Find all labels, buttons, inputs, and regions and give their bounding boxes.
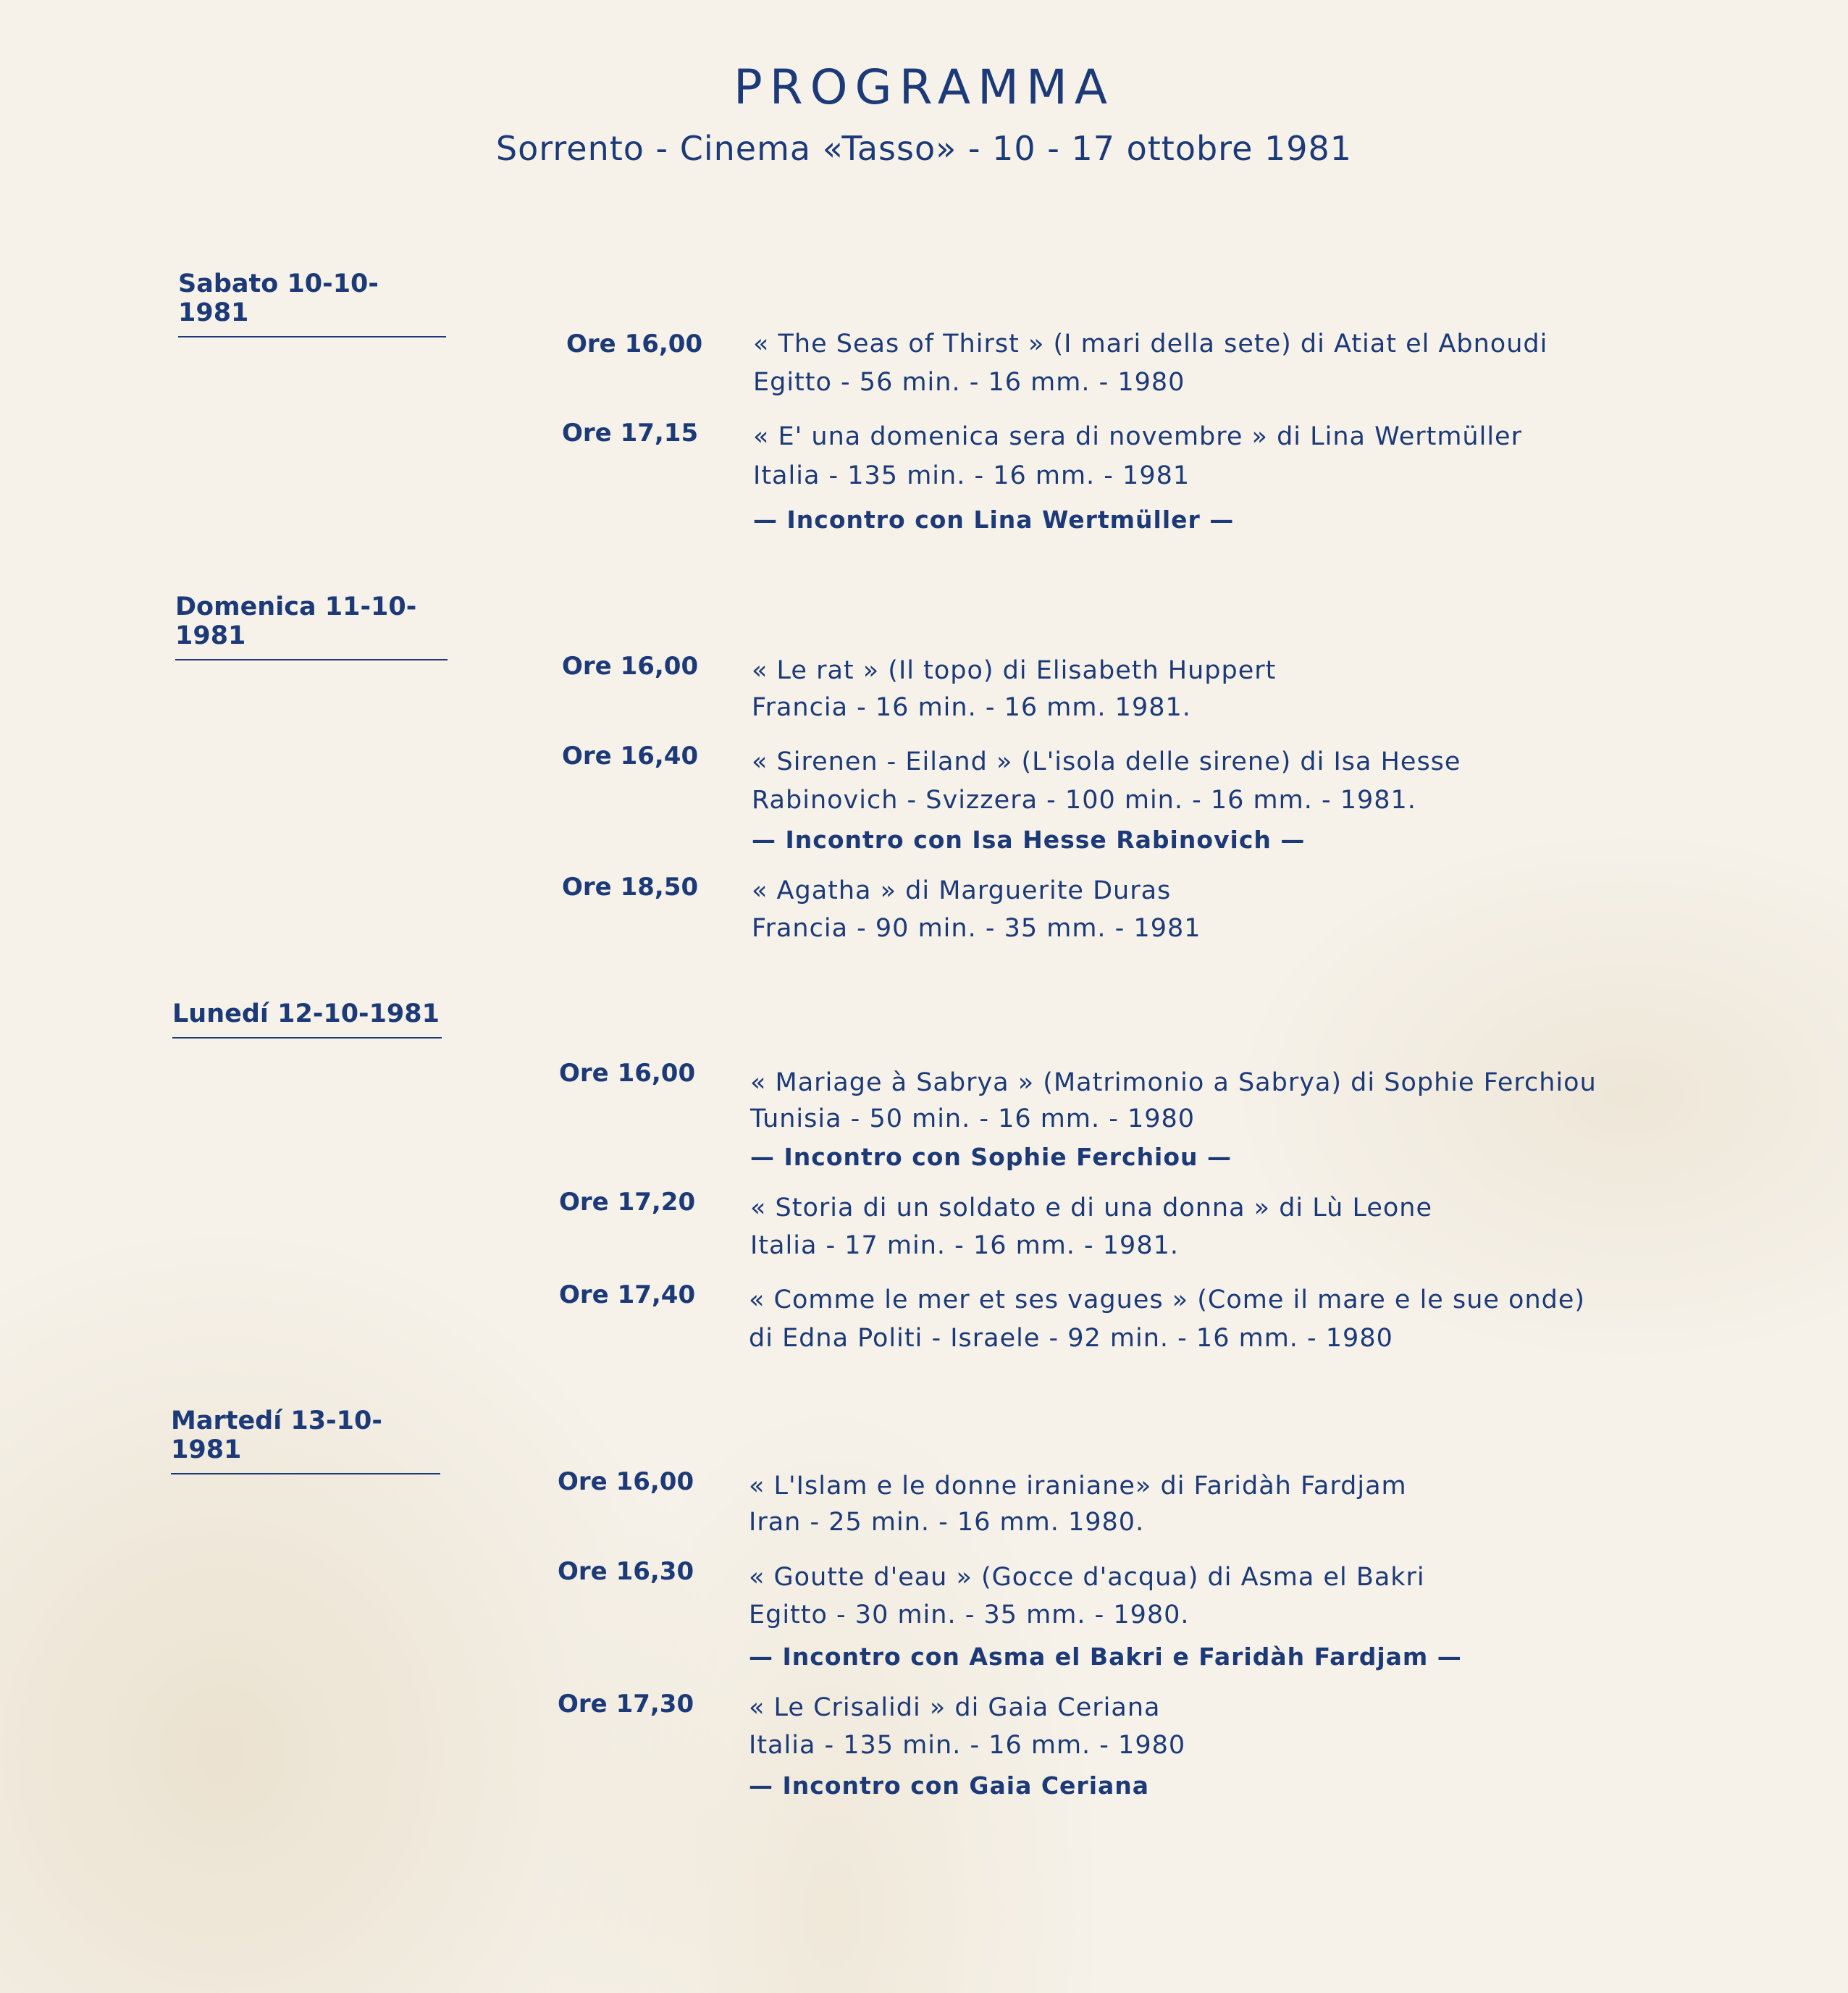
screening-time: Ore 16,40 (562, 742, 699, 771)
day-heading: Martedí 13-10-1981 (171, 1406, 440, 1474)
film-title-line: « Mariage à Sabrya » (Matrimonio a Sabrya) di Sophie Ferchiou (750, 1068, 1597, 1097)
film-details-line: Tunisia - 50 min. - 16 mm. - 1980 (750, 1104, 1196, 1133)
film-details-line: di Edna Politi - Israele - 92 min. - 16 mm. - 1980 (749, 1324, 1393, 1353)
page-title: PROGRAMMA (733, 59, 1115, 115)
day-heading: Sabato 10-10-1981 (178, 269, 446, 337)
screening-time: Ore 16,00 (562, 652, 699, 681)
screening-time: Ore 16,00 (566, 330, 703, 358)
meeting-line: — Incontro con Asma el Bakri e Faridàh Fardjam — (749, 1642, 1462, 1671)
film-details-line: Egitto - 56 min. - 16 mm. - 1980 (753, 368, 1185, 397)
screening-time: Ore 17,40 (559, 1280, 696, 1309)
screening-time: Ore 17,15 (562, 419, 699, 448)
meeting-line: — Incontro con Gaia Ceriana (749, 1771, 1150, 1800)
screening-time: Ore 17,30 (558, 1690, 694, 1719)
film-details-line: Italia - 17 min. - 16 mm. - 1981. (750, 1231, 1179, 1260)
meeting-line: — Incontro con Sophie Ferchiou — (750, 1143, 1232, 1171)
film-title-line: « Storia di un soldato e di una donna » di Lù Leone (750, 1193, 1433, 1222)
film-title-line: « Le rat » (Il topo) di Elisabeth Huppert (752, 656, 1277, 685)
film-details-line: Francia - 90 min. - 35 mm. - 1981 (752, 914, 1201, 943)
meeting-line: — Incontro con Isa Hesse Rabinovich — (752, 826, 1306, 854)
screening-time: Ore 16,00 (558, 1467, 694, 1496)
meeting-line: — Incontro con Lina Wertmüller — (753, 505, 1235, 534)
film-details-line: Iran - 25 min. - 16 mm. 1980. (749, 1508, 1145, 1537)
day-heading: Lunedí 12-10-1981 (172, 999, 442, 1039)
film-details-line: Rabinovich - Svizzera - 100 min. - 16 mm. - 1981. (752, 786, 1416, 815)
day-heading: Domenica 11-10-1981 (175, 592, 448, 660)
film-title-line: « Sirenen - Eiland » (L'isola delle sirene) di Isa Hesse (752, 747, 1461, 776)
film-title-line: « The Seas of Thirst » (I mari della sete) di Atiat el Abnoudi (753, 330, 1548, 358)
screening-time: Ore 18,50 (562, 873, 699, 902)
film-details-line: Francia - 16 min. - 16 mm. 1981. (752, 693, 1191, 722)
screening-time: Ore 16,00 (559, 1059, 696, 1088)
film-title-line: « L'Islam e le donne iraniane» di Faridàh Fardjam (749, 1472, 1407, 1501)
film-title-line: « Goutte d'eau » (Gocce d'acqua) di Asma el Bakri (749, 1563, 1425, 1592)
film-details-line: Italia - 135 min. - 16 mm. - 1981 (753, 461, 1190, 490)
screening-time: Ore 16,30 (558, 1557, 694, 1586)
film-details-line: Egitto - 30 min. - 35 mm. - 1980. (749, 1600, 1190, 1629)
screening-time: Ore 17,20 (559, 1188, 696, 1217)
page-subtitle: Sorrento - Cinema «Tasso» - 10 - 17 ottobre 1981 (495, 129, 1353, 168)
film-title-line: « Agatha » di Marguerite Duras (752, 876, 1172, 905)
film-details-line: Italia - 135 min. - 16 mm. - 1980 (749, 1731, 1186, 1760)
film-title-line: « Le Crisalidi » di Gaia Ceriana (749, 1693, 1161, 1722)
film-title-line: « E' una domenica sera di novembre » di Lina Wertmüller (753, 422, 1522, 451)
film-title-line: « Comme le mer et ses vagues » (Come il mare e le sue onde) (749, 1285, 1586, 1314)
